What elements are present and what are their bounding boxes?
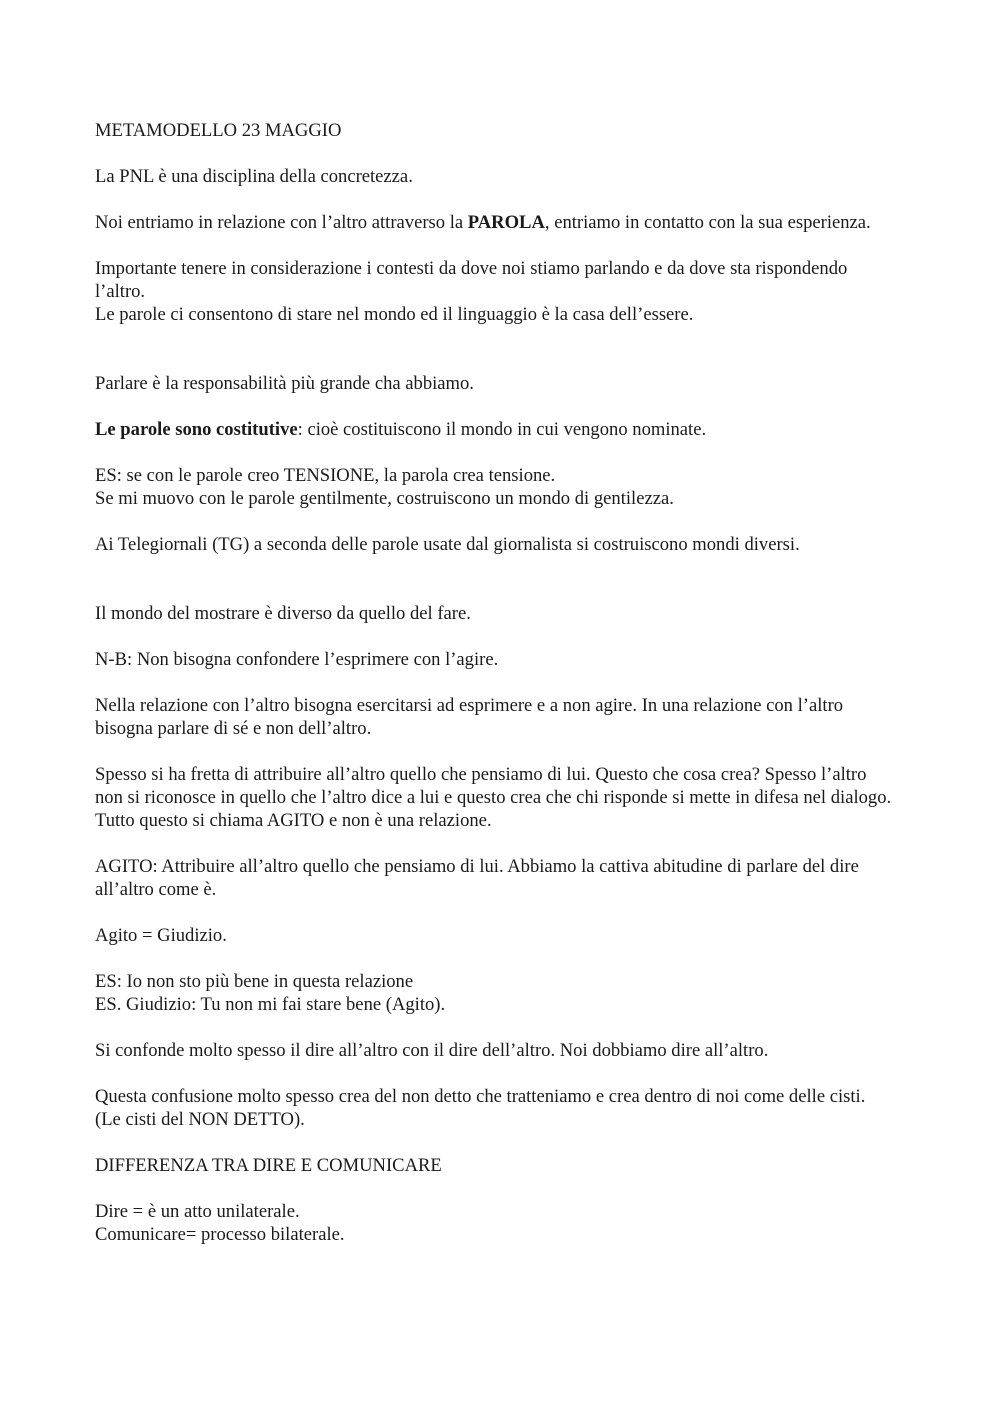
- paragraph-non-detto: Questa confusione molto spesso crea del non detto che tratteniamo e crea dentro di noi come delle cisti. (Le cisti del NON DETTO).: [95, 1086, 866, 1130]
- paragraph-pnl-concretezza: La PNL è una disciplina della concretezza.: [95, 166, 413, 187]
- paragraph-contesti-line-1: Importante tenere in considerazione i contesti da dove noi stiamo parlando e da dove sta rispondendo l’altro.: [95, 258, 848, 302]
- paragraph-nota-bene: N-B: Non bisogna confondere l’esprimere con l’agire.: [95, 649, 499, 670]
- paragraph-parola-bold: PAROLA: [467, 212, 545, 233]
- paragraph-esempio-tensione: [95, 464, 895, 510]
- paragraph-dire-comunicare-line-1: Dire = è un atto unilaterale.: [95, 1201, 300, 1222]
- paragraph-esempio-giudizio-line-2: ES. Giudizio: Tu non mi fai stare bene (Agito).: [95, 994, 446, 1015]
- paragraph-agito-definizione: AGITO: Attribuire all’altro quello che pensiamo di lui. Abbiamo la cattiva abitudine di parlare del dire all’altro come è.: [95, 856, 859, 900]
- paragraph-fretta-attribuire: Spesso si ha fretta di attribuire all’altro quello che pensiamo di lui. Questo che cosa crea? Spesso l’altro non si riconosce in quello che l’altro dice a lui e questo crea che chi risponde si mette in difesa nel dialogo. Tutto questo si chiama AGITO e non è una relazione.: [95, 764, 892, 831]
- paragraph-telegiornali: Ai Telegiornali (TG) a seconda delle parole usate dal giornalista si costruiscono mondi diversi.: [95, 534, 800, 555]
- paragraph-contesti: [95, 257, 895, 326]
- document-title: METAMODELLO 23 MAGGIO: [95, 120, 342, 141]
- paragraph-esempio-tensione-line-1: ES: se con le parole creo TENSIONE, la parola crea tensione.: [95, 465, 556, 486]
- paragraph-dire-altro: Si confonde molto spesso il dire all’altro con il dire dell’altro. Noi dobbiamo dire all’altro.: [95, 1040, 769, 1061]
- paragraph-mostrare-fare: Il mondo del mostrare è diverso da quello del fare.: [95, 603, 471, 624]
- paragraph-dire-comunicare: [95, 1200, 895, 1246]
- paragraph-esempio-giudizio: [95, 970, 895, 1016]
- paragraph-parole-costitutive-bold: Le parole sono costitutive: [95, 419, 298, 440]
- paragraph-parole-costitutive: [95, 418, 895, 441]
- paragraph-dire-comunicare-line-2: Comunicare= processo bilaterale.: [95, 1224, 345, 1245]
- document-page: [95, 119, 895, 1246]
- paragraph-relazione-altro: Nella relazione con l’altro bisogna esercitarsi ad esprimere e a non agire. In una relazione con l’altro bisogna parlare di sé e non dell’altro.: [95, 695, 844, 739]
- paragraph-parola-text-after: , entriamo in contatto con la sua esperienza.: [544, 212, 871, 233]
- paragraph-esempio-tensione-line-2: Se mi muovo con le parole gentilmente, costruiscono un mondo di gentilezza.: [95, 488, 674, 509]
- paragraph-parola: [95, 211, 895, 234]
- paragraph-parola-text-before: Noi entriamo in relazione con l’altro attraverso la: [95, 212, 468, 233]
- paragraph-contesti-line-2: Le parole ci consentono di stare nel mondo ed il linguaggio è la casa dell’essere.: [95, 304, 694, 325]
- paragraph-parole-costitutive-text: : cioè costituiscono il mondo in cui vengono nominate.: [297, 419, 707, 440]
- paragraph-esempio-giudizio-line-1: ES: Io non sto più bene in questa relazione: [95, 971, 414, 992]
- paragraph-agito-giudizio: Agito = Giudizio.: [95, 925, 227, 946]
- section-heading-differenza: DIFFERENZA TRA DIRE E COMUNICARE: [95, 1155, 442, 1176]
- paragraph-responsabilita: Parlare è la responsabilità più grande cha abbiamo.: [95, 373, 474, 394]
